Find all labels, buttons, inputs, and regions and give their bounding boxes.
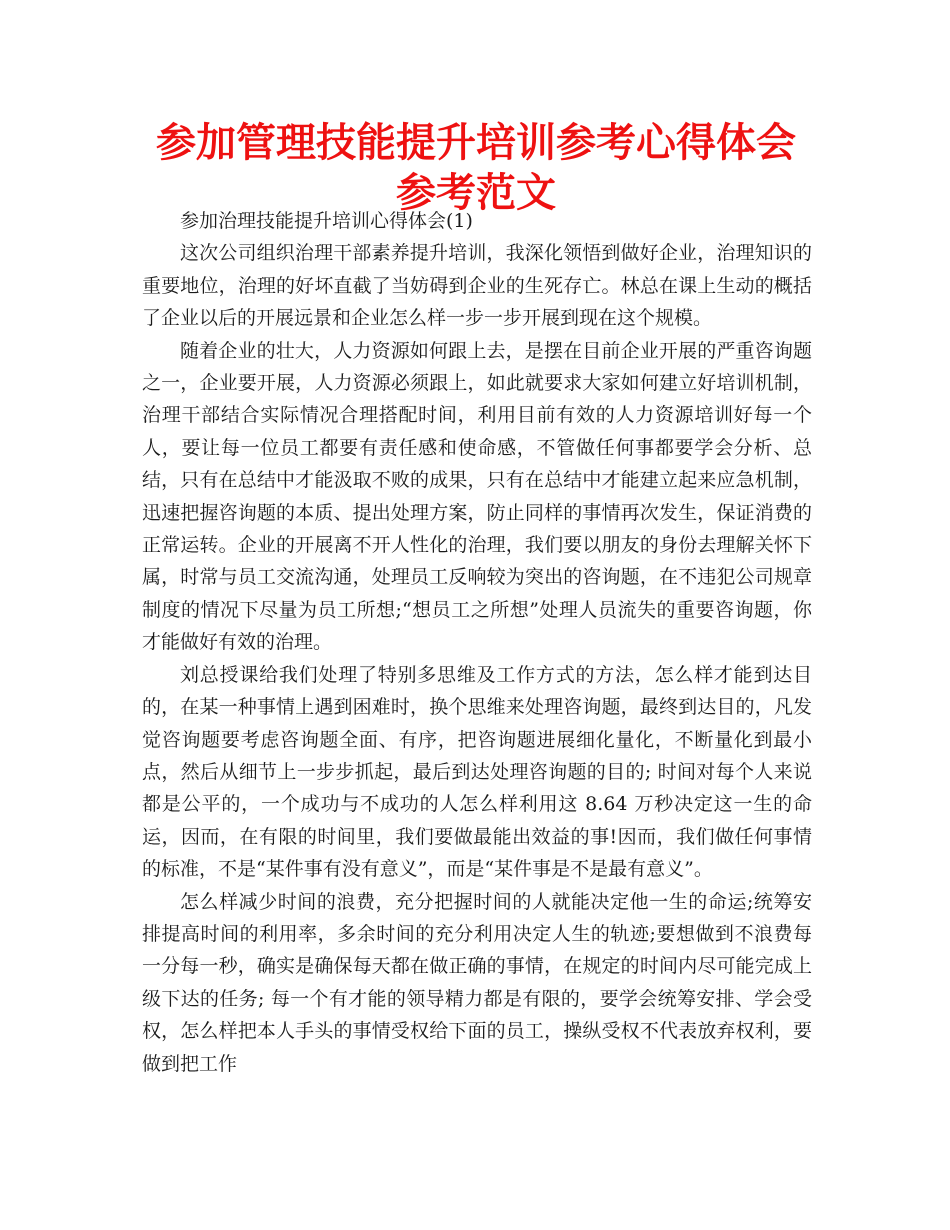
paragraph-3: 刘总授课给我们处理了特别多思维及工作方式的方法，怎么样才能到达目的，在某一种事情上遇到困难时，换个思维来处理咨询题，最终到达目的，凡发觉咨询题要考虑咨询题全面、有序，把咨询题进展细化量化，不断量化到最小点，然后从细节上一步步抓起，最后到达处理咨询题的目的; 时间对每个人来说都是公平的，一个成功与不成功的人怎么样利用这 8.64 万秒决定这一生的命运，因而，在有限的时间里，我们要做最能出效益的事!因而，我们做任何事情的标准，不是“某件事有没有意义”，而是“某件事是不是最有意义”。 bbox=[142, 663, 812, 881]
document-subtitle: 参加治理技能提升培训心得体会(1) bbox=[180, 210, 473, 232]
paragraph-1: 这次公司组织治理干部素养提升培训，我深化领悟到做好企业，治理知识的重要地位，治理的好坏直截了当妨碍到企业的生死存亡。林总在课上生动的概括了企业以后的开展远景和企业怎么样一步一步开展到现在这个规模。 bbox=[142, 242, 812, 330]
document-title: 参加管理技能提升培训参考心得体会参考范文 bbox=[156, 120, 796, 216]
document-body bbox=[142, 205, 812, 1080]
paragraph-4: 怎么样减少时间的浪费，充分把握时间的人就能决定他一生的命运;统筹安排提高时间的利用率，多余时间的充分利用决定人生的轨迹;要想做到不浪费每一分每一秒，确实是确保每天都在做正确的事情，在规定的时间内尽可能完成上级下达的任务; 每一个有才能的领导精力都是有限的，要学会统筹安排、学会受权，怎么样把本人手头的事情受权给下面的员工，操纵受权不代表放弃权利，要做到把工作 bbox=[142, 890, 812, 1075]
paragraph-2: 随着企业的壮大，人力资源如何跟上去，是摆在目前企业开展的严重咨询题之一，企业要开展，人力资源必须跟上，如此就要求大家如何建立好培训机制，治理干部结合实际情况合理搭配时间，利用目前有效的人力资源培训好每一个人，要让每一位员工都要有责任感和使命感，不管做任何事都要学会分析、总结，只有在总结中才能汲取不败的成果，只有在总结中才能建立起来应急机制，迅速把握咨询题的本质、提出处理方案，防止同样的事情再次发生，保证消费的正常运转。企业的开展离不开人性化的治理，我们要以朋友的身份去理解关怀下属，时常与员工交流沟通，处理员工反响较为突出的咨询题，在不违犯公司规章制度的情况下尽量为员工所想;“想员工之所想”处理人员流失的重要咨询题，你才能做好有效的治理。 bbox=[142, 339, 812, 654]
